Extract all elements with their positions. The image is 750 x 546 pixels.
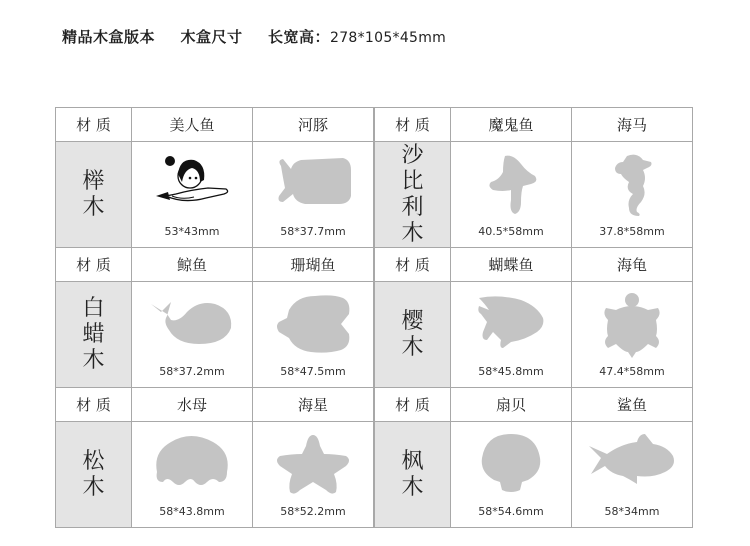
item-cell	[572, 282, 693, 388]
item-cell	[253, 142, 374, 248]
item-size: 40.5*58mm	[478, 225, 544, 238]
material-header: 材 质	[56, 108, 132, 142]
header-dims-label: 长宽高：	[267, 28, 330, 46]
item-cell	[132, 142, 253, 248]
material-header: 材 质	[375, 248, 451, 282]
material-header: 材 质	[56, 388, 132, 422]
header-title: 精品木盒版本	[62, 28, 156, 46]
item-size: 58*37.2mm	[159, 365, 225, 378]
item-name: 美人鱼	[132, 108, 253, 142]
item-name: 海星	[253, 388, 374, 422]
item-cell	[253, 422, 374, 528]
header-size-label: 木盒尺寸	[180, 28, 243, 46]
table-row	[375, 388, 693, 422]
item-cell	[451, 142, 572, 248]
item-cell	[132, 282, 253, 388]
whale-icon	[149, 292, 235, 354]
table-row	[56, 248, 374, 282]
item-name: 水母	[132, 388, 253, 422]
item-name: 海龟	[572, 248, 693, 282]
item-cell	[253, 282, 374, 388]
item-name: 鲸鱼	[132, 248, 253, 282]
item-size: 58*52.2mm	[280, 505, 346, 518]
starfish-icon	[274, 432, 352, 496]
wood-type: 榉木	[56, 142, 132, 248]
puffer-fish-icon	[271, 152, 355, 214]
table-row	[56, 282, 374, 388]
table-row	[56, 108, 374, 142]
coral-fish-icon	[271, 292, 355, 356]
item-cell	[572, 142, 693, 248]
product-table-right	[374, 107, 693, 528]
manta-ray-icon	[483, 152, 539, 216]
material-header: 材 质	[56, 248, 132, 282]
shark-icon	[587, 432, 677, 488]
table-row	[375, 142, 693, 248]
material-header: 材 质	[375, 388, 451, 422]
wood-type: 白蜡木	[56, 282, 132, 388]
item-size: 37.8*58mm	[599, 225, 665, 238]
item-size: 53*43mm	[164, 225, 220, 238]
item-cell	[572, 422, 693, 528]
item-cell	[132, 422, 253, 528]
item-name: 海马	[572, 108, 693, 142]
product-table-left	[55, 107, 374, 528]
wood-type: 松木	[56, 422, 132, 528]
table-row	[375, 248, 693, 282]
item-size: 47.4*58mm	[599, 365, 665, 378]
table-row	[375, 422, 693, 528]
item-name: 鲨鱼	[572, 388, 693, 422]
sea-turtle-icon	[602, 292, 662, 358]
table-row	[375, 282, 693, 388]
mermaid-icon	[150, 152, 234, 214]
item-name: 扇贝	[451, 388, 572, 422]
item-cell	[451, 282, 572, 388]
item-name: 蝴蝶鱼	[451, 248, 572, 282]
table-row	[56, 142, 374, 248]
item-name: 河豚	[253, 108, 374, 142]
header-dims-value: 278*105*45mm	[329, 30, 447, 46]
item-cell	[451, 422, 572, 528]
wood-type: 樱木	[375, 282, 451, 388]
page-header	[62, 26, 446, 50]
scallop-icon	[478, 432, 544, 494]
seahorse-icon	[607, 152, 657, 218]
item-size: 58*43.8mm	[159, 505, 225, 518]
butterfly-fish-icon	[475, 292, 547, 350]
jellyfish-icon	[151, 432, 233, 494]
material-header: 材 质	[375, 108, 451, 142]
item-size: 58*34mm	[604, 505, 660, 518]
table-row	[375, 108, 693, 142]
item-size: 58*45.8mm	[478, 365, 544, 378]
table-row	[56, 422, 374, 528]
item-name: 珊瑚鱼	[253, 248, 374, 282]
wood-type: 枫木	[375, 422, 451, 528]
item-size: 58*47.5mm	[280, 365, 346, 378]
table-row	[56, 388, 374, 422]
item-size: 58*54.6mm	[478, 505, 544, 518]
item-name: 魔鬼鱼	[451, 108, 572, 142]
wood-type: 沙比利木	[375, 142, 451, 248]
item-size: 58*37.7mm	[280, 225, 346, 238]
